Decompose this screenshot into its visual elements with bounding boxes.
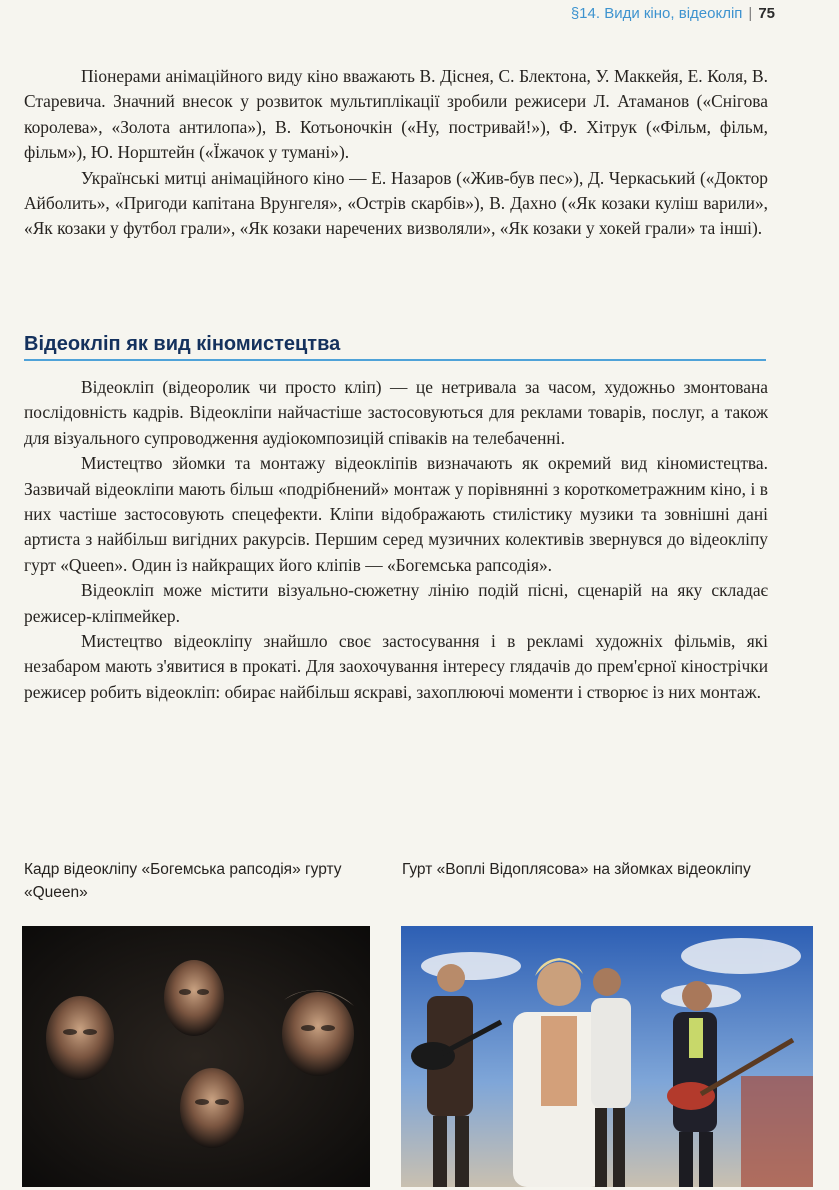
paragraph: Українські митці анімаційного кіно — Е. Назаров («Жив-був пес»), Д. Черкаський («Доктор Айболить», «Пригоди капітана Врунгеля», «Острів скарбів»), В. Дахно («Як козаки куліш варили», «Як козаки у футбол грали», «Як козаки наречених визволяли», «Як козаки у хокей грали» та інші). [24,167,768,239]
page-number: 75 [758,4,775,22]
section-text [24,375,768,705]
queen-photo [22,926,370,1187]
section-heading [24,333,766,361]
header-separator: | [748,4,753,22]
paragraph: Мистецтво відеокліпу знайшло своє застосування і в рекламі художніх фільмів, які незабаром мають з'явитися в прокаті. Для заохочування інтересу глядачів до прем'єрної кінострічки режисер робить відеокліп: обирає найбільш яскраві, захоплюючі моменти і створює із них монтаж. [24,631,768,702]
figure-caption: Гурт «Воплі Відоплясова» на зйомках відеокліпу [402,861,751,878]
paragraph: Піонерами анімаційного виду кіно вважають В. Діснея, С. Блектона, У. Маккейя, Е. Коля, В. Старевича. Значний внесок у розвиток мультиплікації зробили режисери Л. Атаманов («Снігова королева», «Золота антилопа»), В. Котьоночкін («Ну, постривай!»), Ф. Хітрук («Фільм, фільм, фільм»), Ю. Норштейн («Їжачок у тумані»). [24,66,768,163]
section-reference: §14. Види кіно, відеокліп [570,4,743,22]
intro-text [24,64,768,242]
band-photo [401,926,813,1187]
running-head [571,0,775,26]
figure-caption: Кадр відеокліпу «Богемська рапсодія» гурту «Queen» [24,861,342,901]
paragraph: Відеокліп (відеоролик чи просто кліп) — це нетривала за часом, художньо змонтована послідовність кадрів. Відеокліпи найчастіше застосовуються для реклами товарів, послуг, а також для візуального супроводження аудіокомпозицій співаків на телебаченні. [24,377,768,448]
paragraph: Відеокліп може містити візуально-сюжетну лінію подій пісні, сценарій на яку складає режисер-кліпмейкер. [24,580,768,626]
paragraph: Мистецтво зйомки та монтажу відеокліпів визначають як окремий вид кіномистецтва. Зазвичай відеокліпи мають більш «подрібнений» монтаж у порівнянні з короткометражним кіно, і в них частіше застосовують спецефекти. Кліпи відображають стилістику музики та зовнішні дані артиста з найбільш вигідних ракурсів. Першим серед музичних колективів звернувся до відеокліпу гурт «Queen». Один із найкращих його кліпів — «Богемська рапсодія». [24,453,768,575]
section-title: Відеокліп як вид кіномистецтва [24,333,341,355]
